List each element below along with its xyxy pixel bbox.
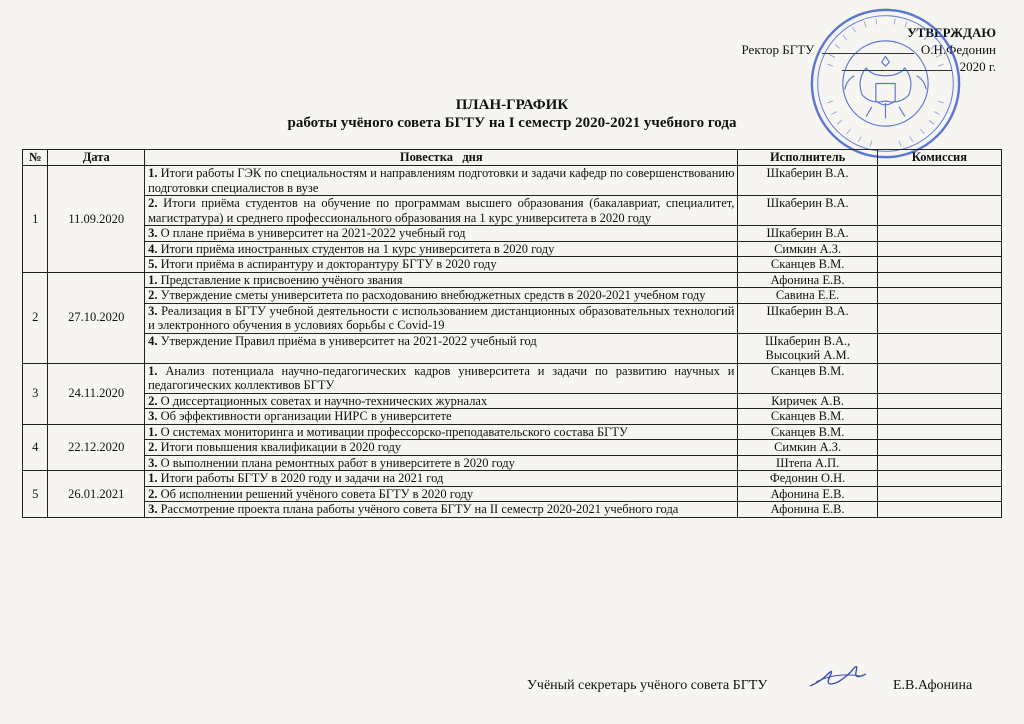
agenda-item-text: Представление к присвоению учёного звания	[160, 272, 403, 287]
approval-signer: О.Н.Федонин	[920, 42, 996, 57]
document-heading	[0, 96, 1024, 132]
agenda-commission	[877, 333, 1001, 363]
header-executor: Исполнитель	[738, 150, 877, 166]
secretary-title: Учёный секретарь учёного совета БГТУ	[527, 678, 768, 693]
agenda-item-number: 2.	[148, 288, 158, 302]
agenda-item-text: Об исполнении решений учёного совета БГТУ в 2020 году	[160, 486, 474, 501]
table-row	[23, 502, 1002, 518]
agenda-commission	[877, 288, 1001, 304]
table-row	[23, 257, 1002, 273]
table-row	[23, 196, 1002, 226]
meeting-number: 1	[23, 166, 48, 273]
agenda-item-text: Реализация в БГТУ учебной деятельности с использованием дистанционных образовательных технологий и электронного обучения в условиях борьбы с Covid-19	[148, 303, 735, 332]
table-row	[23, 272, 1002, 288]
agenda-item	[145, 333, 738, 363]
agenda-item-number: 5.	[148, 257, 158, 271]
agenda-item-text: О выполнении плана ремонтных работ в университете в 2020 году	[160, 455, 515, 470]
agenda-item-text: Утверждение Правил приёма в университет на 2021-2022 учебный год	[160, 333, 537, 348]
agenda-item-number: 3.	[148, 226, 158, 240]
table-row	[23, 486, 1002, 502]
agenda-item	[145, 440, 738, 456]
agenda-executor: Шкаберин В.А.	[738, 196, 877, 226]
agenda-item	[145, 363, 738, 393]
agenda-executor: Шкаберин В.А.	[738, 226, 877, 242]
table-row	[23, 363, 1002, 393]
plan-table	[22, 149, 1002, 518]
agenda-executor: Сканцев В.М.	[738, 409, 877, 425]
agenda-item-number: 1.	[148, 424, 158, 439]
agenda-commission	[877, 241, 1001, 257]
agenda-executor: Афонина Е.В.	[738, 502, 877, 518]
agenda-item	[145, 502, 738, 518]
agenda-item	[145, 272, 738, 288]
agenda-item-text: Об эффективности организации НИРС в университете	[160, 409, 452, 423]
agenda-item-text: О системах мониторинга и мотивации профессорско-преподавательского состава БГТУ	[160, 424, 628, 439]
agenda-executor: Киричек А.В.	[738, 393, 877, 409]
agenda-item-number: 3.	[148, 303, 158, 318]
table-row	[23, 166, 1002, 196]
meeting-date: 24.11.2020	[48, 363, 145, 424]
agenda-item-number: 2.	[148, 196, 158, 210]
agenda-item	[145, 303, 738, 333]
table-row	[23, 440, 1002, 456]
table-row	[23, 393, 1002, 409]
agenda-item-number: 1.	[148, 471, 158, 485]
agenda-item	[145, 166, 738, 196]
agenda-item-text: О плане приёма в университет на 2021-2022 учебный год	[160, 226, 466, 240]
agenda-executor: Сканцев В.М.	[738, 363, 877, 393]
agenda-item-text: Утверждение сметы университета по расходованию внебюджетных средств в 2020-2021 учебном году	[160, 288, 706, 302]
agenda-item	[145, 257, 738, 273]
agenda-item	[145, 226, 738, 242]
table-row	[23, 424, 1002, 440]
approval-position: Ректор БГТУ	[741, 42, 815, 57]
agenda-item-text: Итоги повышения квалификации в 2020 году	[160, 440, 402, 454]
agenda-item-text: Итоги работы ГЭК по специальностям и направлениям подготовки и задачи кафедр по совершенствованию подготовки специалистов в вузе	[148, 166, 735, 195]
agenda-item	[145, 455, 738, 471]
header-number: №	[23, 150, 48, 166]
agenda-item	[145, 393, 738, 409]
table-header-row	[23, 150, 1002, 166]
agenda-executor: Шкаберин В.А.	[738, 303, 877, 333]
agenda-executor: Сканцев В.М.	[738, 424, 877, 440]
agenda-commission	[877, 455, 1001, 471]
agenda-item-number: 2.	[148, 440, 158, 454]
agenda-item-text: Анализ потенциала научно-педагогических кадров университета и задачи по развитию научных и педагогических коллективов БГТУ	[148, 363, 735, 392]
agenda-item	[145, 288, 738, 304]
meeting-date: 27.10.2020	[48, 272, 145, 363]
agenda-commission	[877, 303, 1001, 333]
agenda-executor: Савина Е.Е.	[738, 288, 877, 304]
meeting-number: 4	[23, 424, 48, 471]
agenda-item-number: 1.	[148, 272, 158, 287]
agenda-item-text: Итоги приёма иностранных студентов на 1 курс университета в 2020 году	[160, 241, 555, 256]
agenda-commission	[877, 424, 1001, 440]
agenda-item-number: 3.	[148, 455, 158, 470]
agenda-executor: Сканцев В.М.	[738, 257, 877, 273]
meeting-number: 5	[23, 471, 48, 518]
meeting-date: 11.09.2020	[48, 166, 145, 273]
agenda-item	[145, 486, 738, 502]
approval-date: 2020 г.	[959, 59, 996, 74]
agenda-commission	[877, 502, 1001, 518]
table-row	[23, 333, 1002, 363]
document-title: ПЛАН-ГРАФИК	[455, 97, 569, 113]
header-commission: Комиссия	[877, 150, 1001, 166]
agenda-item-number: 4.	[148, 241, 158, 256]
table-row	[23, 471, 1002, 487]
meeting-number: 2	[23, 272, 48, 363]
secretary-name: Е.В.Афонина	[893, 678, 973, 693]
agenda-commission	[877, 363, 1001, 393]
meeting-date: 22.12.2020	[48, 424, 145, 471]
agenda-commission	[877, 226, 1001, 242]
agenda-item-text: Итоги работы БГТУ в 2020 году и задачи на 2021 год	[160, 471, 444, 485]
agenda-executor: Шкаберин В.А.	[738, 166, 877, 196]
agenda-item-text: Итоги приёма студентов на обучение по программам высшего образования (бакалавриат, специалитет, магистратура) и среднего профессионального образования на 1 курс университета в 2020 году	[148, 196, 735, 225]
table-row	[23, 409, 1002, 425]
agenda-executor: Федонин О.Н.	[738, 471, 877, 487]
agenda-item-number: 2.	[148, 486, 158, 501]
table-row	[23, 226, 1002, 242]
secretary-signature	[806, 664, 870, 694]
agenda-item	[145, 241, 738, 257]
agenda-commission	[877, 257, 1001, 273]
agenda-item-number: 1.	[148, 363, 158, 378]
agenda-executor: Шкаберин В.А., Высоцкий А.М.	[738, 333, 877, 363]
agenda-commission	[877, 393, 1001, 409]
agenda-executor: Штепа А.П.	[738, 455, 877, 471]
agenda-commission	[877, 486, 1001, 502]
agenda-commission	[877, 166, 1001, 196]
meeting-number: 3	[23, 363, 48, 424]
agenda-executor: Симкин А.З.	[738, 241, 877, 257]
agenda-executor: Симкин А.З.	[738, 440, 877, 456]
table-row	[23, 303, 1002, 333]
document-subtitle: работы учёного совета БГТУ на I семестр 2020-2021 учебного года	[287, 115, 737, 131]
agenda-item-number: 3.	[148, 502, 158, 516]
agenda-commission	[877, 440, 1001, 456]
agenda-executor: Афонина Е.В.	[738, 272, 877, 288]
approval-title: УТВЕРЖДАЮ	[907, 25, 996, 40]
agenda-item	[145, 409, 738, 425]
table-body	[23, 166, 1002, 518]
table-row	[23, 241, 1002, 257]
meeting-date: 26.01.2021	[48, 471, 145, 518]
table-row	[23, 455, 1002, 471]
agenda-item-text: Итоги приёма в аспирантуру и докторантуру БГТУ в 2020 году	[160, 257, 497, 271]
agenda-commission	[877, 471, 1001, 487]
header-date: Дата	[48, 150, 145, 166]
agenda-commission	[877, 196, 1001, 226]
agenda-item-text: О диссертационных советах и научно-технических журналах	[160, 393, 488, 408]
agenda-commission	[877, 272, 1001, 288]
agenda-item-text: Рассмотрение проекта плана работы учёного совета БГТУ на II семестр 2020-2021 учебного года	[160, 502, 679, 516]
official-seal-stamp	[808, 6, 963, 161]
agenda-item	[145, 196, 738, 226]
agenda-item-number: 1.	[148, 166, 158, 180]
table-row	[23, 288, 1002, 304]
agenda-item-number: 2.	[148, 393, 158, 408]
header-agenda: Повестка дня	[145, 150, 738, 166]
agenda-executor: Афонина Е.В.	[738, 486, 877, 502]
agenda-item-number: 3.	[148, 409, 158, 423]
agenda-commission	[877, 409, 1001, 425]
agenda-item	[145, 471, 738, 487]
agenda-item-number: 4.	[148, 333, 158, 348]
agenda-item	[145, 424, 738, 440]
